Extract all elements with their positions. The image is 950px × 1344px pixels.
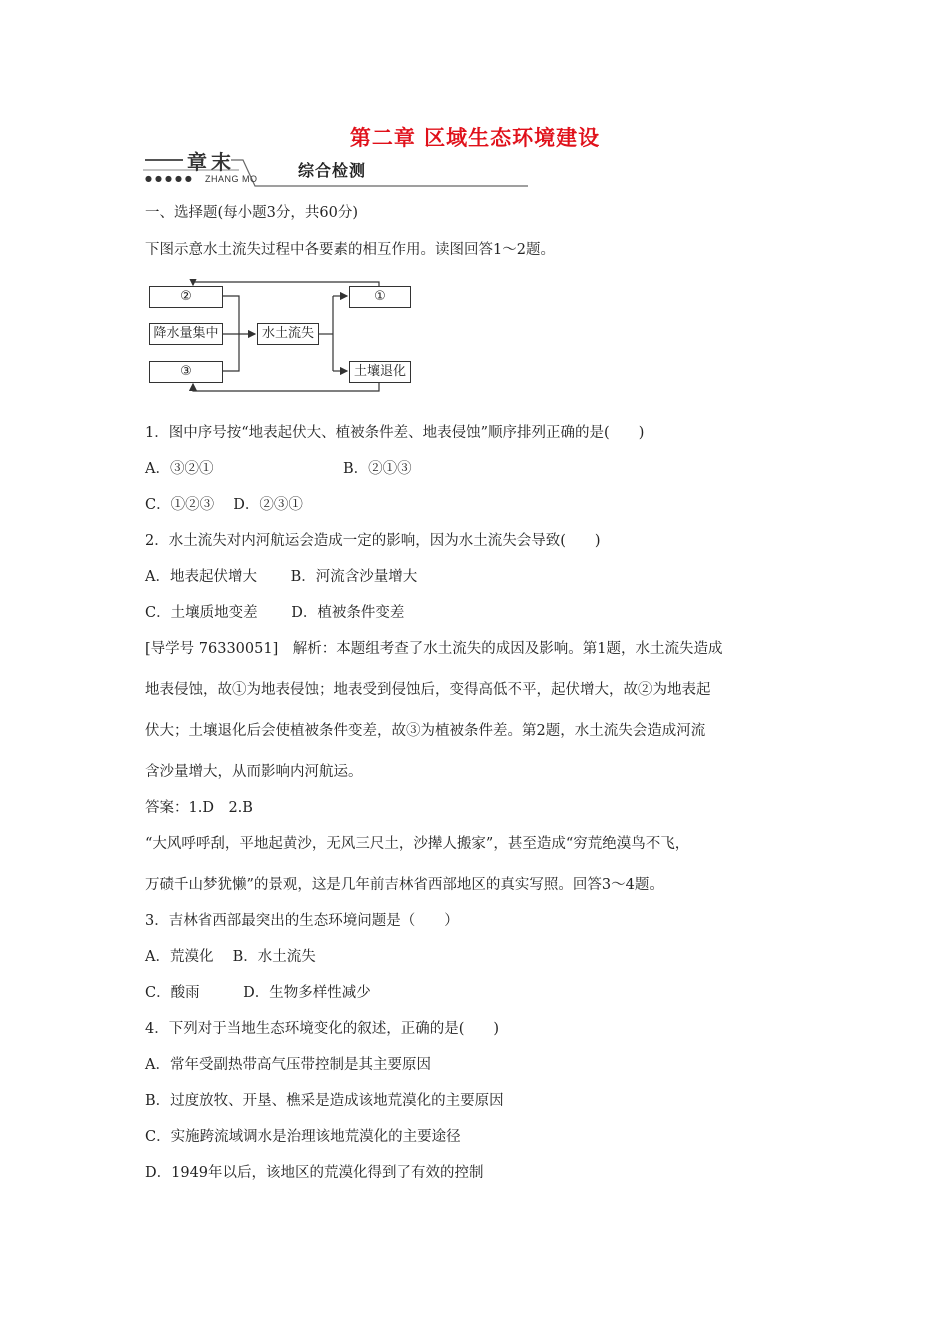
intro-1: 下图示意水土流失过程中各要素的相互作用。读图回答1～2题。 — [145, 242, 555, 258]
soil-erosion-diagram — [143, 279, 423, 399]
q4-option-b: B．过度放牧、开垦、樵采是造成该地荒漠化的主要原因 — [145, 1093, 504, 1109]
diagram-box-2: ② — [149, 286, 223, 308]
q3-stem: 3．吉林省西部最突出的生态环境问题是（ ） — [145, 913, 459, 929]
diagram-box-3: ③ — [149, 361, 223, 383]
banner-subtitle: ZHANG MO — [205, 174, 258, 184]
diagram-box-rain: 降水量集中 — [149, 323, 223, 345]
q1-option-b: B．②①③ — [343, 461, 412, 477]
q1-stem: 1．图中序号按“地表起伏大、植被条件差、地表侵蚀”顺序排列正确的是( ) — [145, 425, 645, 441]
q2-option-ab: A．地表起伏增大 B．河流含沙量增大 — [145, 569, 418, 585]
q4-option-a: A．常年受副热带高气压带控制是其主要原因 — [145, 1057, 431, 1073]
q1-option-a: A．③②① — [145, 461, 214, 477]
analysis-line-3: 伏大；土壤退化后会使植被条件变差，故③为植被条件差。第2题，水土流失会造成河流 — [145, 723, 706, 739]
intro-2-line-1: “大风呼呼刮，平地起黄沙，无风三尺土，沙撵人搬家”，甚至造成“穷荒绝漠鸟不飞， — [145, 836, 690, 852]
q2-stem: 2．水土流失对内河航运会造成一定的影响，因为水土流失会导致( ) — [145, 533, 601, 549]
q4-option-d: D．1949年以后，该地区的荒漠化得到了有效的控制 — [145, 1165, 484, 1181]
diagram-box-erosion: 水土流失 — [257, 323, 319, 345]
banner-char-zhang: 章 — [187, 150, 207, 174]
analysis-line-1: [导学号 76330051] 解析：本题组考查了水土流失的成因及影响。第1题，水土流失造成 — [145, 641, 723, 657]
q3-option-ab: A．荒漠化 B．水土流失 — [145, 949, 316, 965]
q1-option-cd: C．①②③ D．②③① — [145, 497, 303, 513]
q2-option-cd: C．土壤质地变差 D．植被条件变差 — [145, 605, 405, 621]
chapter-end-banner — [143, 146, 528, 188]
banner-label: 综合检测 — [298, 161, 367, 180]
section-heading: 一、选择题(每小题3分，共60分) — [145, 205, 358, 221]
answer: 答案：1.D 2.B — [145, 800, 253, 816]
chapter-title: 第二章 区域生态环境建设 — [349, 126, 601, 150]
banner-char-mo: 末 — [211, 150, 231, 174]
diagram-box-1: ① — [349, 286, 411, 308]
analysis-line-4: 含沙量增大，从而影响内河航运。 — [145, 764, 363, 780]
q4-stem: 4．下列对于当地生态环境变化的叙述，正确的是( ) — [145, 1021, 500, 1037]
banner-dots: ●●●●● — [145, 174, 195, 183]
q4-option-c: C．实施跨流域调水是治理该地荒漠化的主要途径 — [145, 1129, 461, 1145]
analysis-line-2: 地表侵蚀，故①为地表侵蚀；地表受到侵蚀后，变得高低不平，起伏增大，故②为地表起 — [145, 682, 711, 698]
intro-2-line-2: 万碛千山梦犹懒”的景观，这是几年前吉林省西部地区的真实写照。回答3～4题。 — [145, 877, 664, 893]
diagram-box-soil: 土壤退化 — [349, 361, 411, 383]
q3-option-cd: C．酸雨 D．生物多样性减少 — [145, 985, 371, 1001]
